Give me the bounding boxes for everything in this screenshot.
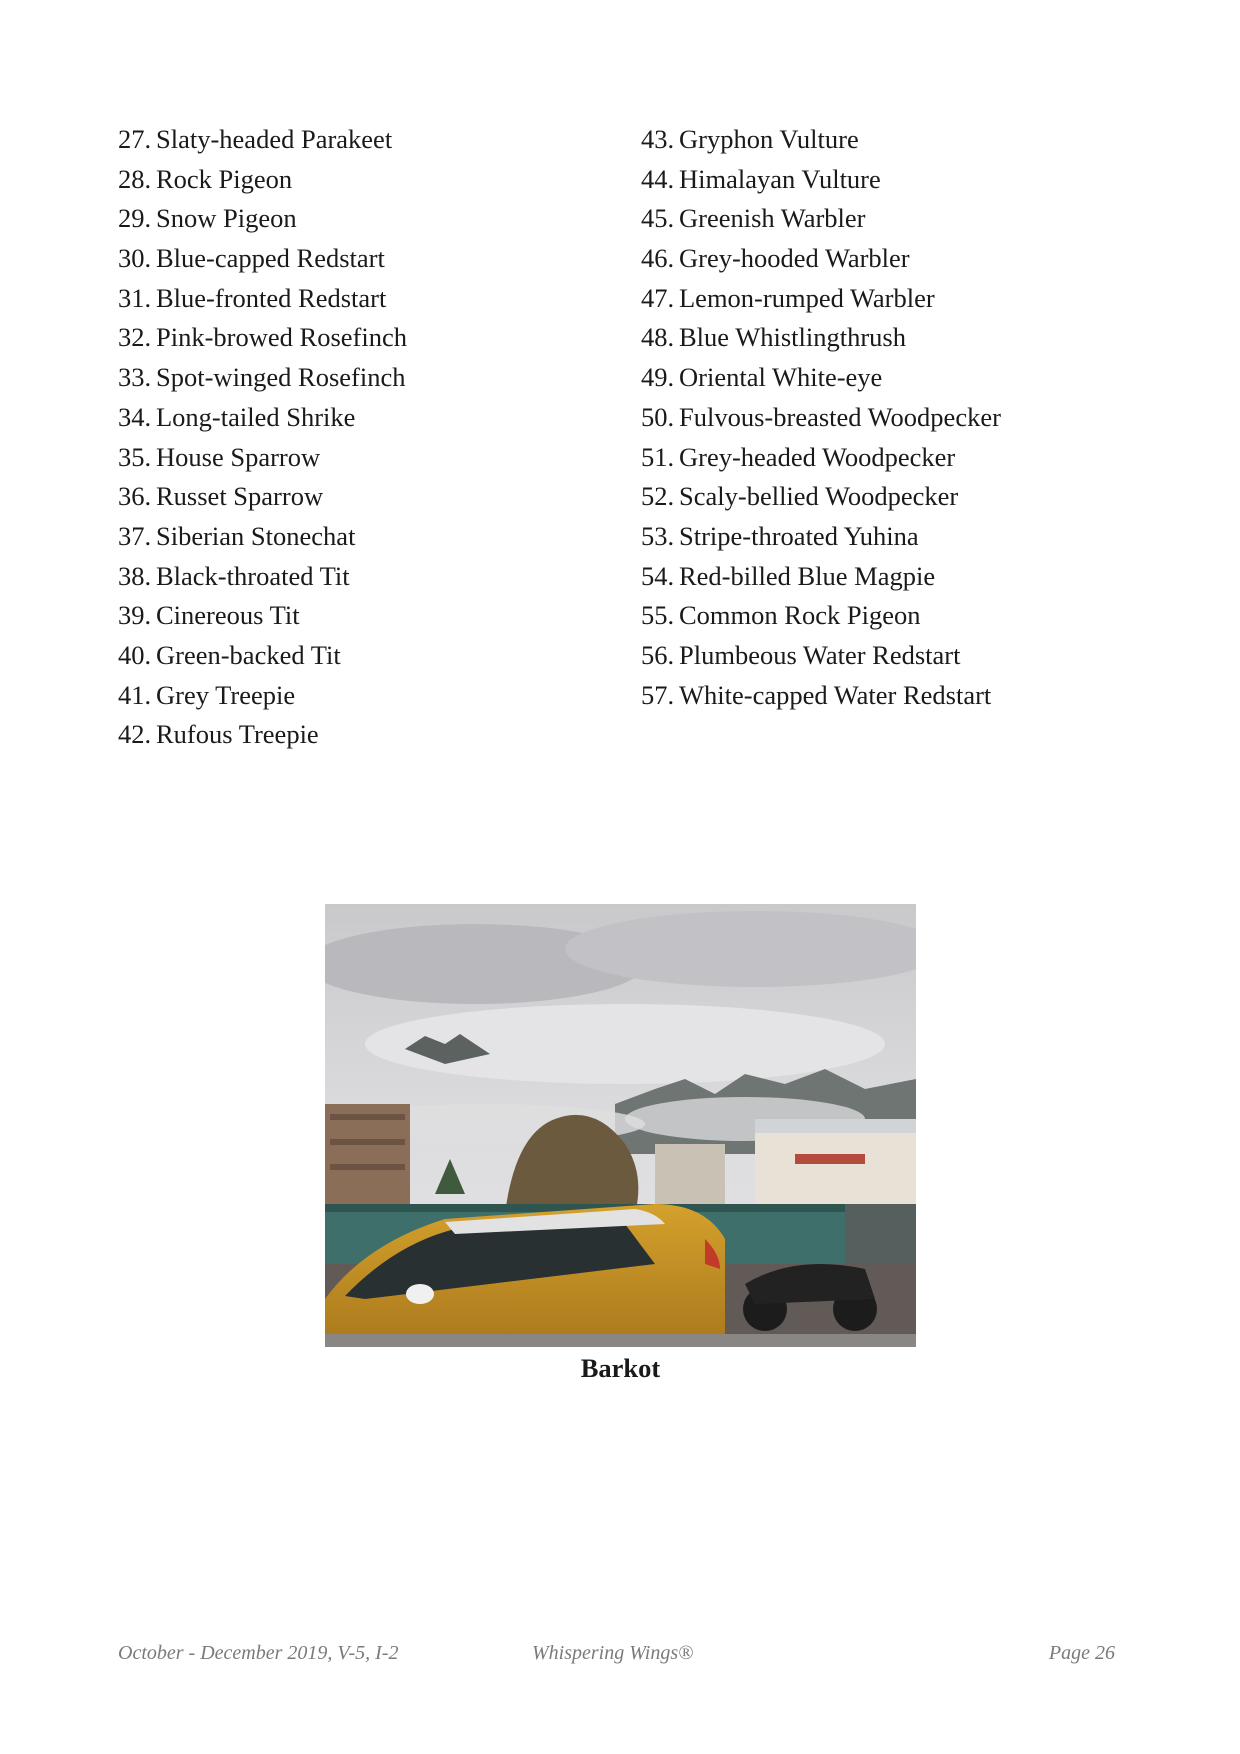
list-item-name: Slaty-headed Parakeet — [156, 124, 393, 154]
list-item-name: Stripe-throated Yuhina — [679, 520, 919, 551]
list-item-name: Snow Pigeon — [156, 203, 297, 234]
list-item — [118, 279, 618, 319]
list-item-number: 51. — [641, 441, 675, 472]
list-item-name: Spot-winged Rosefinch — [156, 362, 406, 393]
list-item — [641, 398, 1201, 438]
list-item-name: Grey-headed Woodpecker — [679, 441, 956, 472]
list-item-name: Lemon-rumped Warbler — [679, 282, 935, 313]
list-item-name: Blue-fronted Redstart — [156, 282, 387, 313]
list-item-number: 30. — [118, 243, 152, 274]
list-item-name: Fulvous-breasted Woodpecker — [679, 401, 1001, 432]
list-item — [118, 438, 618, 478]
list-item-number: 50. — [641, 401, 675, 432]
list-item-number: 37. — [118, 520, 152, 551]
list-item — [118, 477, 618, 517]
list-item — [641, 160, 1201, 200]
list-item-name: Red-billed Blue Magpie — [679, 560, 936, 591]
list-item — [641, 477, 1201, 517]
list-item-number: 49. — [641, 362, 675, 393]
list-item-number: 31. — [118, 282, 152, 313]
list-item-number: 45. — [641, 203, 675, 234]
list-item-name: Russet Sparrow — [156, 481, 324, 512]
list-item-name: Oriental White-eye — [679, 362, 883, 393]
list-item-name: Long-tailed Shrike — [156, 401, 356, 432]
list-item-number: 53. — [641, 520, 675, 551]
list-item — [118, 160, 618, 200]
list-item-name: Gryphon Vulture — [679, 124, 859, 154]
list-item — [641, 239, 1201, 279]
list-item-name: Green-backed Tit — [156, 639, 341, 670]
list-item-name: Blue-capped Redstart — [156, 243, 385, 274]
list-item-number: 47. — [641, 282, 675, 313]
list-item-name: Cinereous Tit — [156, 600, 300, 631]
photo-caption: Barkot — [580, 1353, 661, 1383]
list-item — [118, 517, 618, 557]
list-item-name: Grey-hooded Warbler — [679, 243, 910, 274]
list-item-number: 44. — [641, 163, 675, 194]
list-item — [641, 676, 1201, 716]
list-item-name: House Sparrow — [156, 441, 321, 472]
list-item — [118, 358, 618, 398]
list-item — [641, 557, 1201, 597]
list-item-number: 48. — [641, 322, 675, 353]
list-item-name: Siberian Stonechat — [156, 520, 356, 551]
list-item — [118, 636, 618, 676]
list-item-name: Pink-browed Rosefinch — [156, 322, 407, 353]
list-item-number: 41. — [118, 679, 152, 710]
list-item-name: Blue Whistlingthrush — [679, 322, 906, 353]
list-item — [118, 676, 618, 716]
list-item — [118, 557, 618, 597]
list-item-number: 36. — [118, 481, 152, 512]
list-item-name: Rock Pigeon — [156, 163, 293, 194]
list-item — [118, 715, 618, 755]
list-item-number: 27. — [118, 124, 152, 154]
list-item — [641, 517, 1201, 557]
list-item-number: 38. — [118, 560, 152, 591]
list-item-number: 34. — [118, 401, 152, 432]
list-item-number: 32. — [118, 322, 152, 353]
list-item — [118, 120, 618, 160]
list-item-number: 28. — [118, 163, 152, 194]
footer-publication: Whispering Wings® — [532, 1642, 694, 1664]
list-item — [118, 596, 618, 636]
list-item-number: 29. — [118, 203, 152, 234]
list-item — [641, 199, 1201, 239]
bird-list-left — [118, 120, 618, 755]
list-item-name: Plumbeous Water Redstart — [679, 639, 961, 670]
list-item — [118, 239, 618, 279]
list-item — [641, 438, 1201, 478]
list-item-number: 56. — [641, 639, 675, 670]
list-item-number: 42. — [118, 719, 152, 750]
list-item-number: 54. — [641, 560, 675, 591]
list-item — [118, 199, 618, 239]
list-item — [641, 279, 1201, 319]
list-item-name: Rufous Treepie — [156, 719, 319, 750]
list-item-name: Black-throated Tit — [156, 560, 350, 591]
list-item-number: 52. — [641, 481, 675, 512]
list-item-number: 46. — [641, 243, 675, 274]
footer-page-number: Page 26 — [1048, 1642, 1115, 1664]
list-item-number: 35. — [118, 441, 152, 472]
list-item-name: Greenish Warbler — [679, 203, 866, 234]
list-item — [641, 120, 1201, 160]
list-item-name: Scaly-bellied Woodpecker — [679, 481, 959, 512]
list-item-name: White-capped Water Redstart — [679, 679, 992, 710]
list-item-number: 55. — [641, 600, 675, 631]
footer-issue: October - December 2019, V-5, I-2 — [118, 1642, 399, 1664]
list-item — [641, 636, 1201, 676]
list-item — [641, 318, 1201, 358]
list-item — [118, 318, 618, 358]
list-item-number: 39. — [118, 600, 152, 631]
list-item — [641, 358, 1201, 398]
list-item-name: Himalayan Vulture — [679, 163, 881, 194]
list-item-number: 43. — [641, 124, 675, 154]
list-item-number: 33. — [118, 362, 152, 393]
list-item — [641, 596, 1201, 636]
list-item-name: Common Rock Pigeon — [679, 600, 921, 631]
list-item-name: Grey Treepie — [156, 679, 296, 710]
barkot-photo — [325, 904, 916, 1347]
bird-list-right — [641, 120, 1201, 715]
list-item-number: 57. — [641, 679, 675, 710]
list-item — [118, 398, 618, 438]
list-item-number: 40. — [118, 639, 152, 670]
